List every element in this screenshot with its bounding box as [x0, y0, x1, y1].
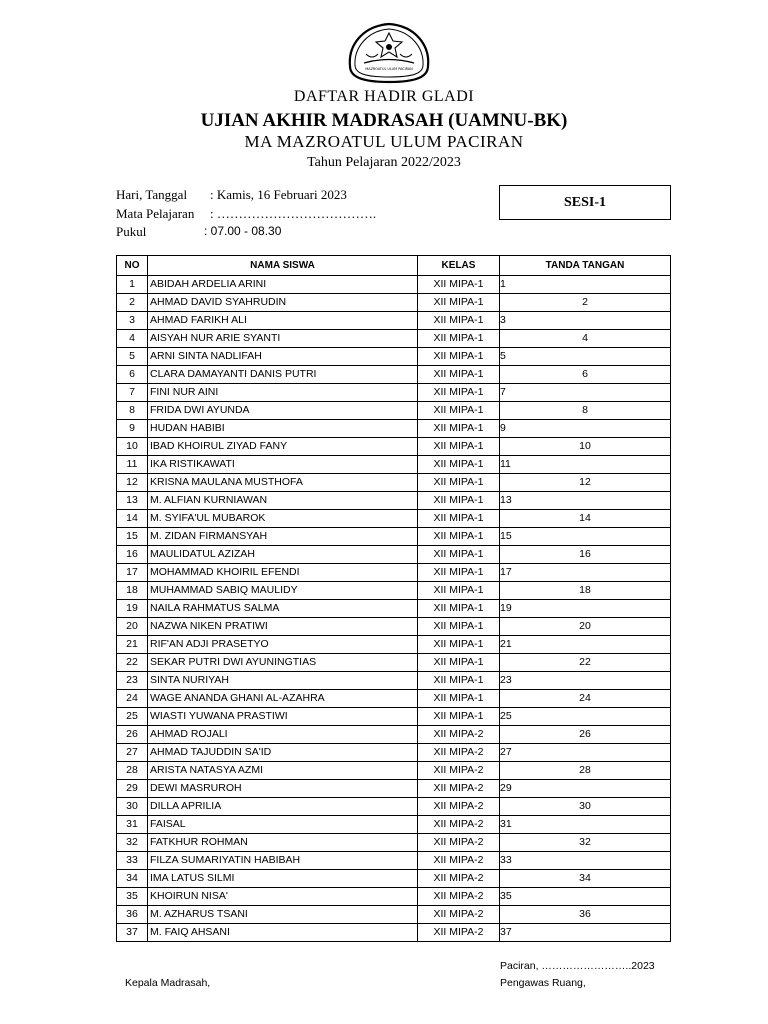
- table-row: [117, 654, 671, 672]
- row-kelas: XII MIPA-1: [418, 438, 500, 456]
- row-signature: 6: [500, 366, 671, 384]
- table-row: [117, 834, 671, 852]
- row-no: 34: [117, 870, 148, 888]
- row-no: 33: [117, 852, 148, 870]
- row-signature: 9: [500, 420, 671, 438]
- row-name: KRISNA MAULANA MUSTHOFA: [148, 474, 418, 492]
- table-row: [117, 546, 671, 564]
- row-kelas: XII MIPA-1: [418, 582, 500, 600]
- row-no: 1: [117, 276, 148, 294]
- row-no: 9: [117, 420, 148, 438]
- row-kelas: XII MIPA-1: [418, 420, 500, 438]
- table-row: [117, 510, 671, 528]
- row-no: 19: [117, 600, 148, 618]
- row-name: M. AZHARUS TSANI: [148, 906, 418, 924]
- row-name: WAGE ANANDA GHANI AL-AZAHRA: [148, 690, 418, 708]
- row-name: IKA RISTIKAWATI: [148, 456, 418, 474]
- row-no: 3: [117, 312, 148, 330]
- row-signature: 11: [500, 456, 671, 474]
- row-kelas: XII MIPA-1: [418, 528, 500, 546]
- row-kelas: XII MIPA-2: [418, 816, 500, 834]
- row-kelas: XII MIPA-1: [418, 312, 500, 330]
- row-name: AHMAD DAVID SYAHRUDIN: [148, 294, 418, 312]
- row-kelas: XII MIPA-1: [418, 366, 500, 384]
- header-kelas: KELAS: [418, 256, 500, 276]
- row-kelas: XII MIPA-2: [418, 834, 500, 852]
- row-no: 24: [117, 690, 148, 708]
- row-no: 6: [117, 366, 148, 384]
- row-name: IBAD KHOIRUL ZIYAD FANY: [148, 438, 418, 456]
- row-signature: 13: [500, 492, 671, 510]
- table-row: [117, 276, 671, 294]
- row-no: 5: [117, 348, 148, 366]
- row-name: SEKAR PUTRI DWI AYUNINGTIAS: [148, 654, 418, 672]
- table-row: [117, 348, 671, 366]
- row-kelas: XII MIPA-2: [418, 780, 500, 798]
- row-name: AHMAD FARIKH ALI: [148, 312, 418, 330]
- row-no: 30: [117, 798, 148, 816]
- row-kelas: XII MIPA-1: [418, 330, 500, 348]
- row-name: MUHAMMAD SABIQ MAULIDY: [148, 582, 418, 600]
- row-no: 29: [117, 780, 148, 798]
- row-signature: 17: [500, 564, 671, 582]
- school-name: MA MAZROATUL ULUM PACIRAN: [244, 132, 524, 151]
- row-no: 13: [117, 492, 148, 510]
- row-signature: 25: [500, 708, 671, 726]
- row-name: M. ALFIAN KURNIAWAN: [148, 492, 418, 510]
- row-kelas: XII MIPA-1: [418, 600, 500, 618]
- row-name: KHOIRUN NISA': [148, 888, 418, 906]
- row-signature: 22: [500, 654, 671, 672]
- mapel-label: Mata Pelajaran: [116, 206, 195, 221]
- row-name: AHMAD TAJUDDIN SA'ID: [148, 744, 418, 762]
- proctor-signature-label: Pengawas Ruang,: [500, 977, 586, 989]
- place-date: Paciran, ……………………..2023: [500, 960, 655, 972]
- row-signature: 35: [500, 888, 671, 906]
- row-no: 36: [117, 906, 148, 924]
- row-kelas: XII MIPA-1: [418, 672, 500, 690]
- row-signature: 33: [500, 852, 671, 870]
- table-row: [117, 582, 671, 600]
- row-kelas: XII MIPA-1: [418, 456, 500, 474]
- row-signature: 4: [500, 330, 671, 348]
- table-row: [117, 708, 671, 726]
- attendance-table: [116, 255, 671, 942]
- table-row: [117, 492, 671, 510]
- row-no: 16: [117, 546, 148, 564]
- hari-label: Hari, Tanggal: [116, 187, 188, 202]
- row-name: DILLA APRILIA: [148, 798, 418, 816]
- row-name: M. ZIDAN FIRMANSYAH: [148, 528, 418, 546]
- row-no: 11: [117, 456, 148, 474]
- row-signature: 10: [500, 438, 671, 456]
- header-name: NAMA SISWA: [148, 256, 418, 276]
- row-kelas: XII MIPA-2: [418, 762, 500, 780]
- row-kelas: XII MIPA-1: [418, 636, 500, 654]
- row-name: NAZWA NIKEN PRATIWI: [148, 618, 418, 636]
- row-signature: 12: [500, 474, 671, 492]
- row-signature: 28: [500, 762, 671, 780]
- session-box: [499, 185, 671, 220]
- head-signature-label: Kepala Madrasah,: [125, 977, 211, 989]
- row-signature: 20: [500, 618, 671, 636]
- row-no: 25: [117, 708, 148, 726]
- table-header-row: [117, 256, 671, 276]
- row-signature: 21: [500, 636, 671, 654]
- row-signature: 8: [500, 402, 671, 420]
- row-name: IMA LATUS SILMI: [148, 870, 418, 888]
- row-no: 10: [117, 438, 148, 456]
- row-kelas: XII MIPA-1: [418, 276, 500, 294]
- table-row: [117, 780, 671, 798]
- row-signature: 36: [500, 906, 671, 924]
- row-name: MAULIDATUL AZIZAH: [148, 546, 418, 564]
- row-kelas: XII MIPA-2: [418, 726, 500, 744]
- row-no: 28: [117, 762, 148, 780]
- row-signature: 24: [500, 690, 671, 708]
- row-kelas: XII MIPA-1: [418, 510, 500, 528]
- row-signature: 23: [500, 672, 671, 690]
- table-row: [117, 366, 671, 384]
- row-signature: 26: [500, 726, 671, 744]
- row-kelas: XII MIPA-1: [418, 564, 500, 582]
- header-sign: TANDA TANGAN: [500, 256, 671, 276]
- session-label: SESI-1: [563, 194, 607, 210]
- row-signature: 30: [500, 798, 671, 816]
- row-no: 8: [117, 402, 148, 420]
- row-name: AISYAH NUR ARIE SYANTI: [148, 330, 418, 348]
- table-row: [117, 852, 671, 870]
- row-signature: 15: [500, 528, 671, 546]
- table-row: [117, 726, 671, 744]
- row-no: 7: [117, 384, 148, 402]
- row-signature: 5: [500, 348, 671, 366]
- row-kelas: XII MIPA-1: [418, 690, 500, 708]
- row-signature: 3: [500, 312, 671, 330]
- row-kelas: XII MIPA-2: [418, 888, 500, 906]
- table-row: [117, 384, 671, 402]
- row-signature: 27: [500, 744, 671, 762]
- row-signature: 34: [500, 870, 671, 888]
- table-row: [117, 870, 671, 888]
- table-row: [117, 294, 671, 312]
- row-name: NAILA RAHMATUS SALMA: [148, 600, 418, 618]
- row-kelas: XII MIPA-1: [418, 474, 500, 492]
- row-name: ARNI SINTA NADLIFAH: [148, 348, 418, 366]
- row-signature: 29: [500, 780, 671, 798]
- table-row: [117, 906, 671, 924]
- row-kelas: XII MIPA-2: [418, 870, 500, 888]
- row-no: 12: [117, 474, 148, 492]
- row-no: 20: [117, 618, 148, 636]
- row-no: 23: [117, 672, 148, 690]
- row-no: 27: [117, 744, 148, 762]
- row-name: FINI NUR AINI: [148, 384, 418, 402]
- row-no: 14: [117, 510, 148, 528]
- row-no: 17: [117, 564, 148, 582]
- row-name: ABIDAH ARDELIA ARINI: [148, 276, 418, 294]
- row-name: HUDAN HABIBI: [148, 420, 418, 438]
- table-row: [117, 618, 671, 636]
- table-row: [117, 330, 671, 348]
- row-name: CLARA DAMAYANTI DANIS PUTRI: [148, 366, 418, 384]
- svg-text:MAZROATUL ULUM PACIRAN: MAZROATUL ULUM PACIRAN: [365, 67, 413, 71]
- row-name: ARISTA NATASYA AZMI: [148, 762, 418, 780]
- table-row: [117, 438, 671, 456]
- school-logo: [344, 20, 434, 86]
- row-kelas: XII MIPA-2: [418, 906, 500, 924]
- table-row: [117, 924, 671, 942]
- row-kelas: XII MIPA-1: [418, 402, 500, 420]
- table-row: [117, 474, 671, 492]
- row-no: 32: [117, 834, 148, 852]
- row-signature: 37: [500, 924, 671, 942]
- row-signature: 2: [500, 294, 671, 312]
- table-row: [117, 690, 671, 708]
- row-no: 4: [117, 330, 148, 348]
- row-no: 18: [117, 582, 148, 600]
- row-kelas: XII MIPA-1: [418, 294, 500, 312]
- row-name: M. SYIFA'UL MUBAROK: [148, 510, 418, 528]
- header-no: NO: [117, 256, 148, 276]
- table-row: [117, 672, 671, 690]
- row-kelas: XII MIPA-1: [418, 546, 500, 564]
- academic-year: Tahun Pelajaran 2022/2023: [307, 155, 461, 170]
- pukul-value: : 07.00 - 08.30: [204, 224, 282, 238]
- row-name: AHMAD ROJALI: [148, 726, 418, 744]
- row-name: M. FAIQ AHSANI: [148, 924, 418, 942]
- row-no: 22: [117, 654, 148, 672]
- row-name: WIASTI YUWANA PRASTIWI: [148, 708, 418, 726]
- row-kelas: XII MIPA-1: [418, 654, 500, 672]
- row-name: FILZA SUMARIYATIN HABIBAH: [148, 852, 418, 870]
- row-kelas: XII MIPA-2: [418, 744, 500, 762]
- row-kelas: XII MIPA-2: [418, 924, 500, 942]
- row-signature: 31: [500, 816, 671, 834]
- row-kelas: XII MIPA-2: [418, 798, 500, 816]
- table-row: [117, 636, 671, 654]
- row-kelas: XII MIPA-2: [418, 852, 500, 870]
- row-signature: 19: [500, 600, 671, 618]
- table-row: [117, 744, 671, 762]
- table-row: [117, 816, 671, 834]
- hari-value: : Kamis, 16 Februari 2023: [210, 187, 347, 202]
- row-no: 37: [117, 924, 148, 942]
- table-row: [117, 312, 671, 330]
- row-signature: 18: [500, 582, 671, 600]
- row-signature: 7: [500, 384, 671, 402]
- row-signature: 1: [500, 276, 671, 294]
- row-no: 21: [117, 636, 148, 654]
- document-subtitle: DAFTAR HADIR GLADI: [293, 88, 475, 105]
- row-signature: 16: [500, 546, 671, 564]
- row-name: MOHAMMAD KHOIRIL EFENDI: [148, 564, 418, 582]
- row-no: 15: [117, 528, 148, 546]
- row-name: DEWI MASRUROH: [148, 780, 418, 798]
- row-kelas: XII MIPA-1: [418, 618, 500, 636]
- table-row: [117, 798, 671, 816]
- document-title: UJIAN AKHIR MADRASAH (UAMNU-BK): [200, 110, 568, 131]
- pukul-label: Pukul: [116, 224, 147, 239]
- row-name: FRIDA DWI AYUNDA: [148, 402, 418, 420]
- row-signature: 14: [500, 510, 671, 528]
- row-no: 31: [117, 816, 148, 834]
- table-row: [117, 600, 671, 618]
- row-no: 2: [117, 294, 148, 312]
- table-row: [117, 402, 671, 420]
- row-signature: 32: [500, 834, 671, 852]
- row-no: 35: [117, 888, 148, 906]
- table-row: [117, 564, 671, 582]
- row-name: SINTA NURIYAH: [148, 672, 418, 690]
- row-kelas: XII MIPA-1: [418, 384, 500, 402]
- row-name: FAISAL: [148, 816, 418, 834]
- row-no: 26: [117, 726, 148, 744]
- row-name: FATKHUR ROHMAN: [148, 834, 418, 852]
- row-kelas: XII MIPA-1: [418, 708, 500, 726]
- table-row: [117, 888, 671, 906]
- row-name: RIF'AN ADJI PRASETYO: [148, 636, 418, 654]
- row-kelas: XII MIPA-1: [418, 348, 500, 366]
- mapel-value: : ……………………………….: [210, 206, 377, 221]
- table-row: [117, 420, 671, 438]
- table-row: [117, 528, 671, 546]
- table-row: [117, 762, 671, 780]
- row-kelas: XII MIPA-1: [418, 492, 500, 510]
- table-row: [117, 456, 671, 474]
